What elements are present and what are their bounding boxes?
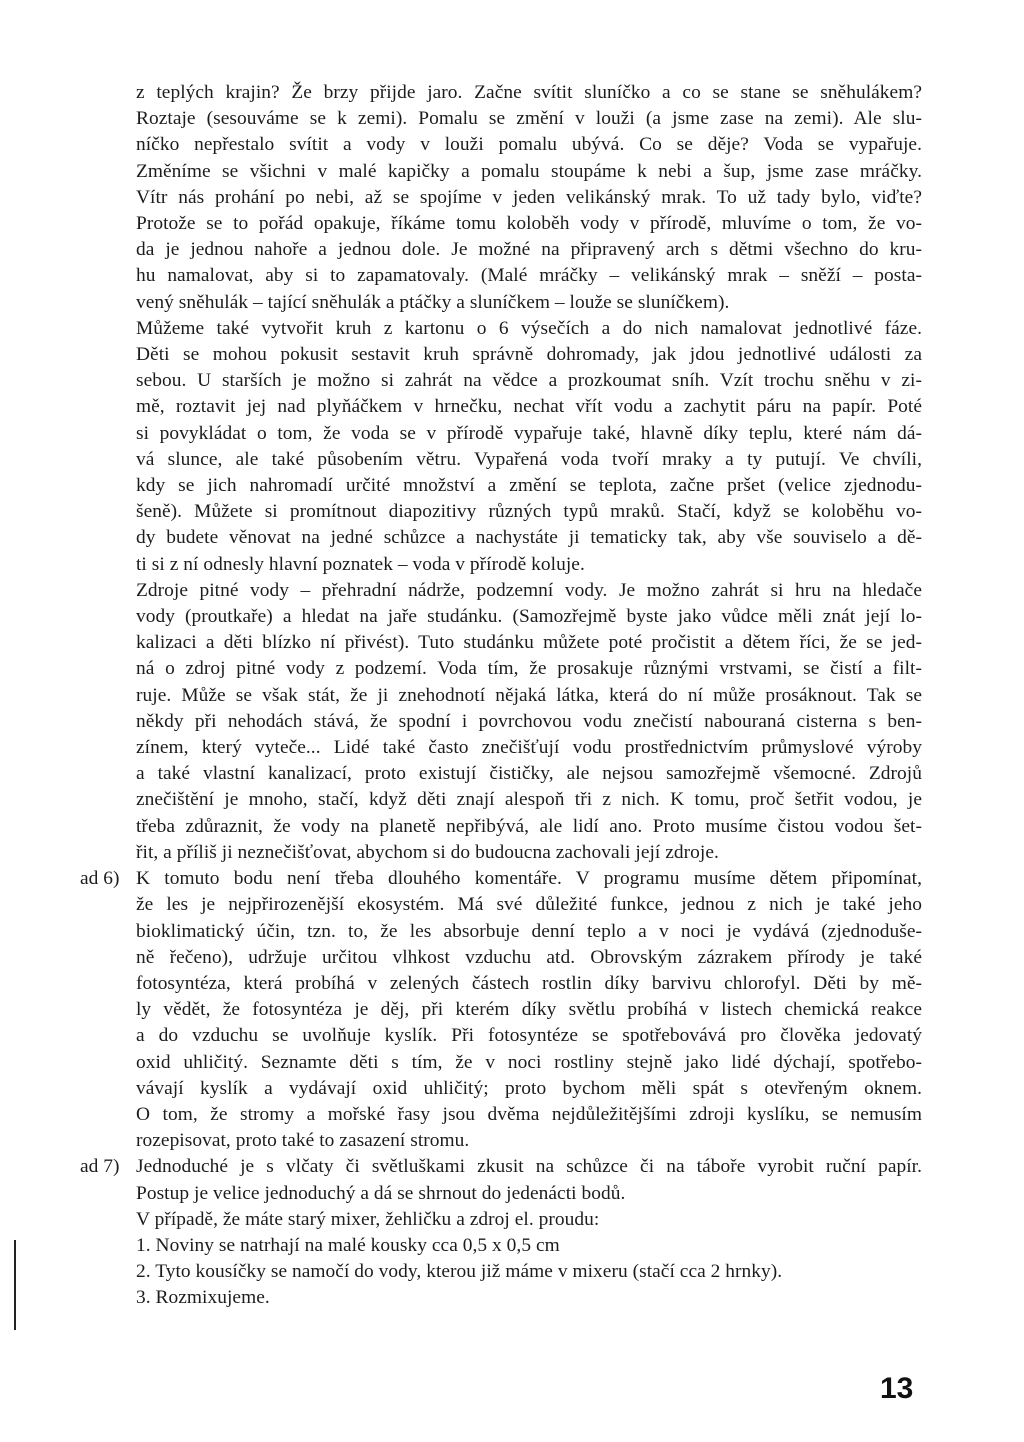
text-line: zínem, který vyteče... Lidé také často znečišťují vodu prostřednictvím průmyslové výroby — [136, 737, 922, 759]
section-label-ad6: ad 6) — [80, 868, 120, 889]
text-line: vený sněhulák – tající sněhulák a ptáčky a sluníčkem – louže se sluníčkem). — [136, 291, 730, 313]
section-label-ad7: ad 7) — [80, 1156, 120, 1177]
text-line: oxid uhličitý. Seznamte děti s tím, že v noci rostliny stejně jako lidé dýchají, spotřebo- — [136, 1051, 922, 1073]
text-line: ná o zdroj pitné vody z podzemí. Voda tím, že prosakuje různými vrstvami, se čistí a filt- — [136, 658, 922, 680]
text-line: da je jednou nahoře a jednou dole. Je možné na připravený arch s dětmi všechno do kru- — [136, 239, 922, 261]
text-line: ly vědět, že fotosyntéza je děj, při kterém díky světlu probíhá v listech chemická reakce — [136, 999, 922, 1021]
text-line: Můžeme také vytvořit kruh z kartonu o 6 výsečích a do nich namalovat jednotlivé fáze. — [136, 317, 922, 339]
text-line: dy budete věnovat na jedné schůzce a nachystáte ji tematicky tak, aby vše souviselo a dě- — [136, 527, 922, 549]
text-line: bioklimatický účin, tzn. to, že les absorbuje denní teplo a v noci je vydává (zjednoduše- — [136, 920, 922, 942]
text-line: a do vzduchu se uvolňuje kyslík. Při fotosyntéze se spotřebovává pro člověka jedovatý — [136, 1025, 922, 1047]
text-line: V případě, že máte starý mixer, žehličku a zdroj el. proudu: — [136, 1208, 600, 1230]
text-line: Roztaje (sesouváme se k zemi). Pomalu se změní v louži (a jsme zase na zemi). Ale slu- — [136, 108, 922, 130]
text-line: kalizaci a děti blízko ní přivést). Tuto studánku můžete poté pročistit a dětem říci, že se jed- — [136, 632, 922, 654]
text-line: 1. Noviny se natrhají na malé kousky cca 0,5 x 0,5 cm — [136, 1234, 560, 1256]
text-line: Vítr nás prohání po nebi, až se spojíme v jeden velikánský mrak. To už tady bylo, viďte? — [136, 186, 922, 208]
text-line: 3. Rozmixujeme. — [136, 1287, 270, 1309]
text-line: a také vlastní kanalizací, proto existují čističky, ale nejsou samozřejmě všemocné. Zdrojů — [136, 763, 922, 785]
text-line: níčko nepřestalo svítit a vody v louži pomalu ubývá. Co se děje? Voda se vypařuje. — [136, 134, 922, 156]
text-line: že les je nejpřirozenější ekosystém. Má své důležité funkce, jednou z nich je také jeho — [136, 894, 922, 916]
text-line: rozepisovat, proto také to zasazení stromu. — [136, 1130, 470, 1152]
text-line: ruje. Může se však stát, že ji znehodnotí nějaká látka, která do ní může prosáknout. Tak se — [136, 684, 922, 706]
text-line: z teplých krajin? Že brzy přijde jaro. Začne svítit sluníčko a co se stane se sněhulákem? — [136, 82, 922, 103]
text-line: třeba zdůraznit, že vody na planetě nepřibývá, ale lidí ano. Proto musíme čistou vodou šet- — [136, 815, 922, 837]
text-line: Protože se to pořád opakuje, říkáme tomu koloběh vody v přírodě, mluvíme o tom, že vo- — [136, 213, 922, 235]
text-line: K tomuto bodu není třeba dlouhého komentáře. V programu musíme dětem připomínat, — [136, 868, 922, 890]
text-line: Děti se mohou pokusit sestavit kruh správně dohromady, jak jdou jednotlivé události za — [136, 344, 922, 366]
margin-mark — [14, 1240, 16, 1330]
text-line: kdy se jich nahromadí určité množství a změní se teplota, začne pršet (velice zjednodu- — [136, 475, 922, 497]
text-line: vávají kyslík a vydávají oxid uhličitý; proto bychom měli spát s otevřeným oknem. — [136, 1077, 922, 1099]
text-line: Zdroje pitné vody – přehradní nádrže, podzemní vody. Je možno zahrát si hru na hledače — [136, 579, 922, 601]
page-number: 13 — [880, 1372, 914, 1405]
text-line: 2. Tyto kousíčky se namočí do vody, kterou již máme v mixeru (stačí cca 2 hrnky). — [136, 1261, 783, 1283]
text-line: Postup je velice jednoduchý a dá se shrnout do jedenácti bodů. — [136, 1182, 626, 1204]
text-line: Jednoduché je s vlčaty či světluškami zkusit na schůzce či na táboře vyrobit ruční papír. — [136, 1156, 922, 1178]
text-line: O tom, že stromy a mořské řasy jsou dvěma nejdůležitějšími zdroji kyslíku, se nemusím — [136, 1103, 922, 1125]
text-line: řit, a příliš ji neznečišťovat, abychom si do budoucna zachovali její zdroje. — [136, 841, 719, 863]
text-line: znečištění je mnoho, stačí, když děti znají alespoň tři z nich. K tomu, proč šetřit vodou, je — [136, 789, 922, 811]
text-line: si povykládat o tom, že voda se v přírodě vypařuje také, hlavně díky teplu, které nám dá- — [136, 422, 922, 444]
text-line: ti si z ní odnesly hlavní poznatek – voda v přírodě koluje. — [136, 553, 585, 575]
text-line: sebou. U starších je možno si zahrát na vědce a prozkoumat sníh. Vzít trochu sněhu v zi- — [136, 370, 922, 392]
text-line: někdy při nehodách stává, že spodní i povrchovou vodu znečistí nabouraná cisterna s ben- — [136, 710, 922, 732]
text-line: hu namalovat, aby si to zapamatovaly. (Malé mráčky – velikánský mrak – sněží – posta- — [136, 265, 922, 287]
text-line: vá slunce, ale také působením větru. Vypařená voda tvoří mraky a ty putují. Ve chvíli, — [136, 448, 922, 470]
text-line: mě, roztavit jej nad plyňáčkem v hrnečku, nechat vřít vodu a zachytit páru na papír. Poté — [136, 396, 922, 418]
text-line: Změníme se všichni v malé kapičky a pomalu stoupáme k nebi a šup, jsme zase mráčky. — [136, 160, 922, 182]
body-text — [80, 80, 922, 1312]
text-line: vody (proutkaře) a hledat na jaře studánku. (Samozřejmě byste jako vůdce měli znát její lo- — [136, 606, 922, 628]
text-line: ně řečeno), udržuje určitou vlhkost vzduchu atd. Obrovským zázrakem přírody je také — [136, 946, 922, 968]
text-line: šeně). Můžete si promítnout diapozitivy různých typů mraků. Stačí, když se koloběhu vo- — [136, 501, 922, 523]
text-line: fotosyntéza, která probíhá v zelených částech rostlin díky barvivu chlorofyl. Děti by mě- — [136, 972, 922, 994]
